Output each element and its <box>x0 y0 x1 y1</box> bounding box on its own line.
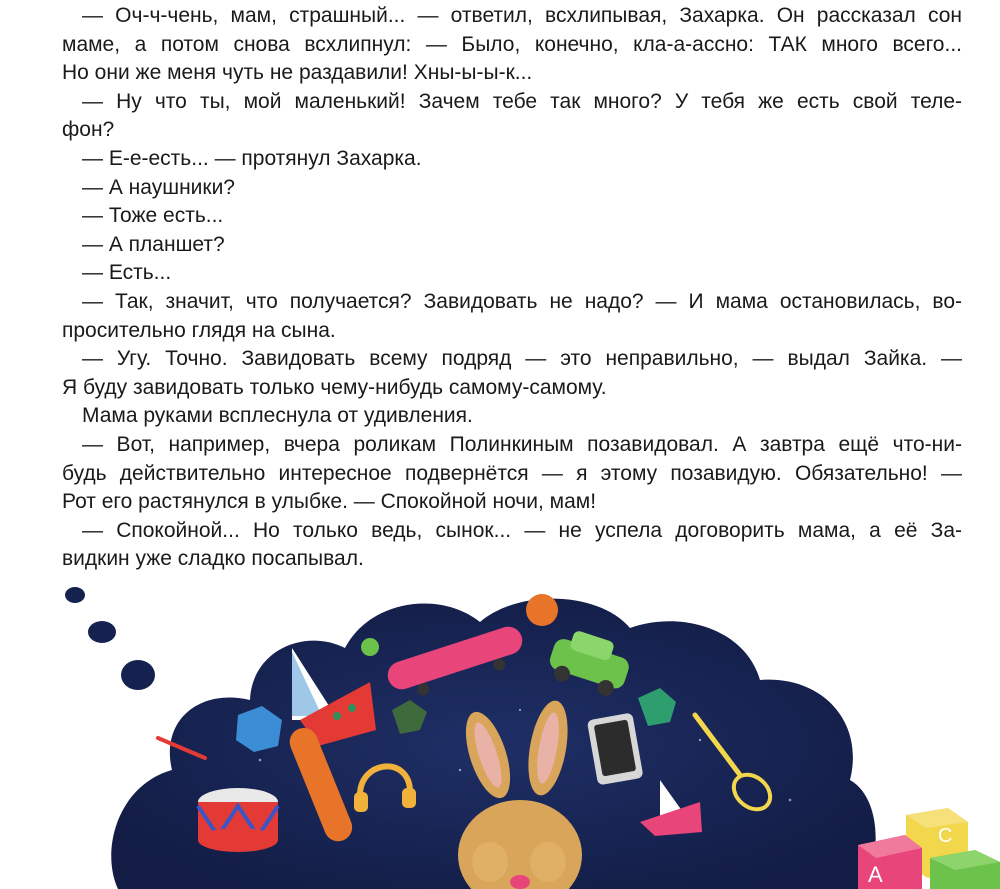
ball-toy <box>526 594 558 626</box>
text-line: — Вот, например, вчера роликам Полинкиным позавидовал. А завтра ещё что-ни- <box>82 432 962 456</box>
text-line: — Оч-ч-чень, мам, страшный... — ответил, всхлипывая, Захарка. Он рассказал сон <box>82 4 962 27</box>
thought-dot-medium <box>88 621 116 643</box>
text-line: Мама руками всплеснула от удивления. <box>82 404 473 428</box>
drum-toy <box>198 788 278 852</box>
story-text <box>62 2 962 574</box>
text-line: — Тоже есть... <box>82 204 224 228</box>
dream-illustration <box>0 570 1000 889</box>
text-line: — Спокойной... Но только ведь, сынок... — не успела договорить мама, а её За- <box>82 518 962 542</box>
text-line: Рот его растянулся в улыбке. — Спокойной ночи, мам! <box>62 490 597 514</box>
text-line: — Есть... <box>82 261 172 285</box>
text-line: — Е-е-есть... — протянул Захарка. <box>82 146 422 170</box>
text-line: видкин уже сладко посапывал. <box>62 547 364 571</box>
block-letter-right: С <box>938 825 953 847</box>
text-line: просительно глядя на сына. <box>62 318 336 342</box>
text-line: Но они же меня чуть не раздавили! Хны-ы-ы-к... <box>62 61 533 85</box>
block-letter-left: А <box>868 862 883 887</box>
text-line: — А планшет? <box>82 232 225 256</box>
text-line: — Угу. Точно. Завидовать всему подряд — это неправильно, — выдал Зайка. — <box>82 347 962 371</box>
text-line: фон? <box>62 118 115 142</box>
text-line: Я буду завидовать только чему-нибудь самому-самому. <box>62 375 607 399</box>
text-line: — Так, значит, что получается? Завидовать не надо? — И мама остановилась, во- <box>82 289 962 313</box>
thought-dot-large <box>121 660 155 690</box>
text-line: — А наушники? <box>82 175 235 199</box>
thought-dot-small <box>65 587 85 603</box>
text-line: маме, а потом снова всхлипнул: — Было, конечно, кла-а-ассно: ТАК много всего... <box>62 32 962 56</box>
text-line: — Ну что ты, мой маленький! Зачем тебе так много? У тебя же есть свой теле- <box>82 89 962 113</box>
text-line: будь действительно интересное подвернётся — я этому позавидую. Обязательно! — <box>62 461 962 485</box>
small-green-ball <box>361 638 379 656</box>
